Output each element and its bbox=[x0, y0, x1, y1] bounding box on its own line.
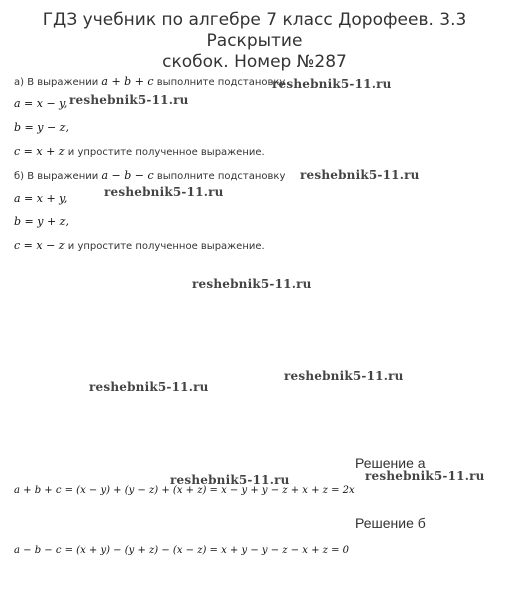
part-b-substitution-a: a = x + y, bbox=[14, 192, 68, 205]
part-b-substitution-c-expression: c = x − z bbox=[14, 239, 65, 252]
watermark: reshebnik5-11.ru bbox=[104, 185, 224, 199]
part-b-intro-tail: выполните подстановку bbox=[156, 171, 286, 182]
part-a-intro bbox=[14, 75, 285, 88]
part-a-substitution-b: b = y − z, bbox=[14, 121, 69, 134]
watermark: reshebnik5-11.ru bbox=[284, 369, 404, 383]
watermark: reshebnik5-11.ru bbox=[272, 77, 392, 91]
watermark: reshebnik5-11.ru bbox=[89, 380, 209, 394]
part-b-substitution-b: b = y + z, bbox=[14, 215, 69, 228]
part-a-intro-expression: a + b + c bbox=[101, 75, 154, 88]
solution-a-heading: Решение а bbox=[355, 455, 426, 471]
part-b-substitution-c-tail: и упростите полученное выражение. bbox=[67, 241, 265, 252]
solution-b-equation: a − b − c = (x + y) − (y + z) − (x − z) = x + y − y − z − x + z = 0 bbox=[14, 545, 350, 556]
part-b-intro-expression: a − b − c bbox=[101, 169, 154, 182]
watermark: reshebnik5-11.ru bbox=[300, 168, 420, 182]
page-title-line-1: ГДЗ учебник по алгебре 7 класс Дорофеев. 3.3 Раскрытие bbox=[42, 10, 467, 51]
watermark: reshebnik5-11.ru bbox=[69, 93, 189, 107]
watermark: reshebnik5-11.ru bbox=[170, 473, 290, 487]
part-a-substitution-c-tail: и упростите полученное выражение. bbox=[67, 147, 265, 158]
page-title-line-2: скобок. Номер №287 bbox=[162, 52, 347, 72]
part-b-intro-text: б) В выражении bbox=[14, 171, 99, 182]
watermark: reshebnik5-11.ru bbox=[192, 277, 312, 291]
part-a-intro-tail: выполните подстановку bbox=[156, 77, 286, 88]
part-b-intro bbox=[14, 169, 285, 182]
part-a-substitution-c bbox=[14, 145, 265, 158]
watermark: reshebnik5-11.ru bbox=[365, 469, 485, 483]
page-title bbox=[0, 10, 509, 73]
part-a-substitution-a: a = x − y, bbox=[14, 97, 68, 110]
solution-a-equation: a + b + c = (x − y) + (y − z) + (x + z) = x − y + y − z + x + z = 2x bbox=[14, 485, 355, 496]
part-b-substitution-c bbox=[14, 239, 265, 252]
part-a-intro-text: а) В выражении bbox=[14, 77, 99, 88]
solution-b-heading: Решение б bbox=[355, 515, 426, 531]
part-a-substitution-c-expression: c = x + z bbox=[14, 145, 65, 158]
